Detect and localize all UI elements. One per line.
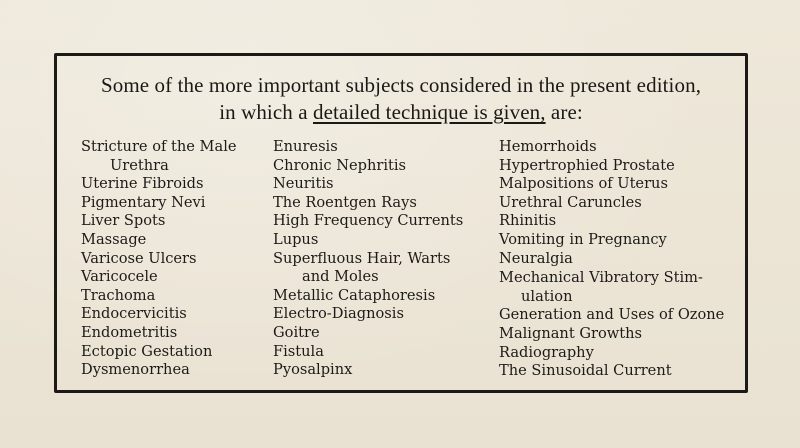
subject-text: Stricture of the Male (81, 138, 237, 155)
subject-item: Chronic Nephritis (273, 156, 407, 174)
subject-column-1 (81, 138, 237, 380)
subject-item: Hemorrhoids (499, 138, 597, 155)
subject-item: Endocervicitis (81, 305, 187, 323)
subject-item (499, 269, 724, 306)
subject-item: Urethral Caruncles (499, 193, 642, 211)
subject-item: Varicocele (81, 268, 158, 286)
heading-underlined-phrase: detailed technique is given, (313, 100, 546, 124)
subject-item: Pigmentary Nevi (81, 193, 206, 211)
subject-item: Malpositions of Uterus (499, 175, 668, 193)
subject-item: Massage (81, 230, 147, 248)
subject-item: Liver Spots (81, 212, 166, 230)
heading-line-2 (57, 99, 745, 126)
subject-item: Metallic Cataphoresis (273, 286, 436, 304)
subject-item: Neuritis (273, 175, 334, 193)
subject-column-2 (273, 138, 463, 380)
subject-item: Enuresis (273, 138, 338, 155)
subject-item: Radiography (499, 343, 594, 361)
subject-item: Rhinitis (499, 212, 557, 230)
subject-item: Lupus (273, 230, 319, 248)
bordered-frame (54, 53, 748, 393)
heading-line-2-before: in which a (219, 100, 314, 124)
subject-item: Varicose Ulcers (81, 249, 197, 267)
subject-item: Dysmenorrhea (81, 361, 190, 379)
subject-text: Superfluous Hair, Warts (273, 249, 451, 267)
subject-item: Electro-Diagnosis (273, 305, 404, 323)
subject-item: Neuralgia (499, 249, 573, 267)
subject-continuation: and Moles (302, 268, 379, 286)
heading (57, 72, 745, 126)
subject-item: Malignant Growths (499, 324, 642, 342)
subject-continuation: Urethra (110, 156, 169, 174)
subject-text: Mechanical Vibratory Stim- (499, 269, 703, 287)
subject-item: Trachoma (81, 286, 156, 304)
subject-item: The Sinusoidal Current (499, 362, 672, 380)
subject-item: Goitre (273, 323, 320, 341)
heading-line-1: Some of the more important subjects considered in the present edition, (100, 73, 702, 97)
subject-continuation: ulation (521, 287, 573, 305)
subject-item: High Frequency Currents (273, 212, 464, 230)
subject-item: Uterine Fibroids (81, 175, 204, 193)
subject-column-3 (499, 138, 724, 381)
subject-item: The Roentgen Rays (273, 193, 417, 211)
subject-item: Vomiting in Pregnancy (499, 230, 667, 248)
subject-item: Endometritis (81, 323, 178, 341)
subject-item: Fistula (273, 342, 324, 360)
subject-item: Generation and Uses of Ozone (499, 306, 725, 324)
subject-item (273, 250, 463, 287)
heading-line-2-after: are: (545, 100, 583, 124)
subject-item (81, 138, 237, 175)
subject-item: Ectopic Gestation (81, 342, 213, 360)
subject-item: Hypertrophied Prostate (499, 156, 675, 174)
subject-item: Pyosalpinx (273, 361, 353, 379)
